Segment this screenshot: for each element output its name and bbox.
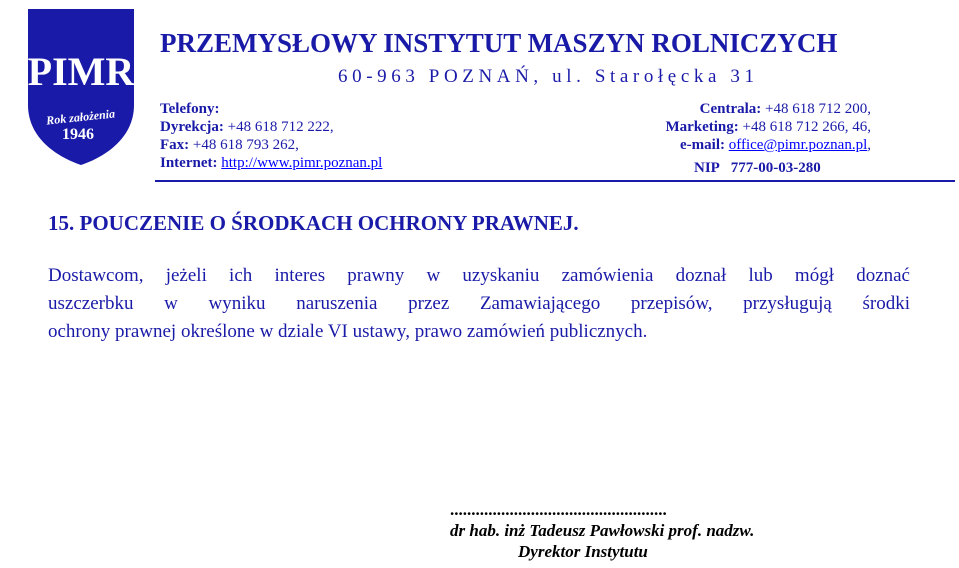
website-link[interactable]: http://www.pimr.poznan.pl	[221, 155, 383, 171]
section-title: 15. POUCZENIE O ŚRODKACH OCHRONY PRAWNEJ.	[48, 211, 579, 235]
phones-label: Telefony:	[160, 101, 220, 117]
signatory-name: dr hab. inż Tadeusz Pawłowski prof. nadzw.	[450, 521, 755, 540]
header-divider	[155, 180, 955, 182]
fax-value: +48 618 793 262,	[192, 137, 299, 153]
marketing-line	[665, 118, 871, 136]
internet-label: Internet:	[160, 155, 218, 171]
section-body	[48, 262, 910, 346]
email-label: e-mail:	[680, 137, 725, 153]
signature-block	[450, 500, 800, 562]
central-label: Centrala:	[699, 101, 762, 117]
internet-line	[160, 154, 382, 172]
body-line-2: uszczerbku w wyniku naruszenia przez Zamawiającego przepisów, przysługują środki	[48, 293, 910, 314]
body-line-3: ochrony prawnej określone w dziale VI ustawy, prawo zamówień publicznych.	[48, 321, 648, 342]
logo-emblem	[20, 5, 142, 167]
institute-name: PRZEMYSŁOWY INSTYTUT MASZYN ROLNICZYCH	[160, 28, 838, 58]
email-link[interactable]: office@pimr.poznan.pl	[728, 137, 868, 153]
body-line-1: Dostawcom, jeżeli ich interes prawny w uzyskaniu zamówienia doznał lub mógł doznać	[48, 265, 910, 286]
nip-value: 777-00-03-280	[730, 160, 821, 176]
director-line	[160, 118, 382, 136]
nip-label: NIP	[694, 160, 720, 176]
central-phone: +48 618 712 200,	[765, 101, 871, 117]
email-line	[665, 136, 871, 154]
contacts-left	[160, 100, 382, 172]
logo-text: PIMR	[27, 49, 135, 94]
fax-label: Fax:	[160, 137, 190, 153]
central-line	[665, 100, 871, 118]
logo-founded-label: Rok założenia	[45, 106, 116, 128]
marketing-phone: +48 618 712 266, 46,	[742, 119, 871, 135]
email-suffix: ,	[867, 137, 871, 153]
pimr-logo	[20, 5, 142, 167]
contacts-right	[665, 100, 871, 154]
logo-founded-year: 1946	[62, 126, 94, 143]
signatory-role: Dyrektor Instytutu	[518, 542, 648, 561]
director-label: Dyrekcja:	[160, 119, 224, 135]
institute-address: 60-963 POZNAŃ, ul. Starołęcka 31	[338, 66, 759, 87]
signature-dots: ...................................................	[450, 500, 667, 519]
fax-line	[160, 136, 382, 154]
nip-line	[694, 160, 821, 177]
director-phone: +48 618 712 222,	[227, 119, 334, 135]
marketing-label: Marketing:	[665, 119, 739, 135]
